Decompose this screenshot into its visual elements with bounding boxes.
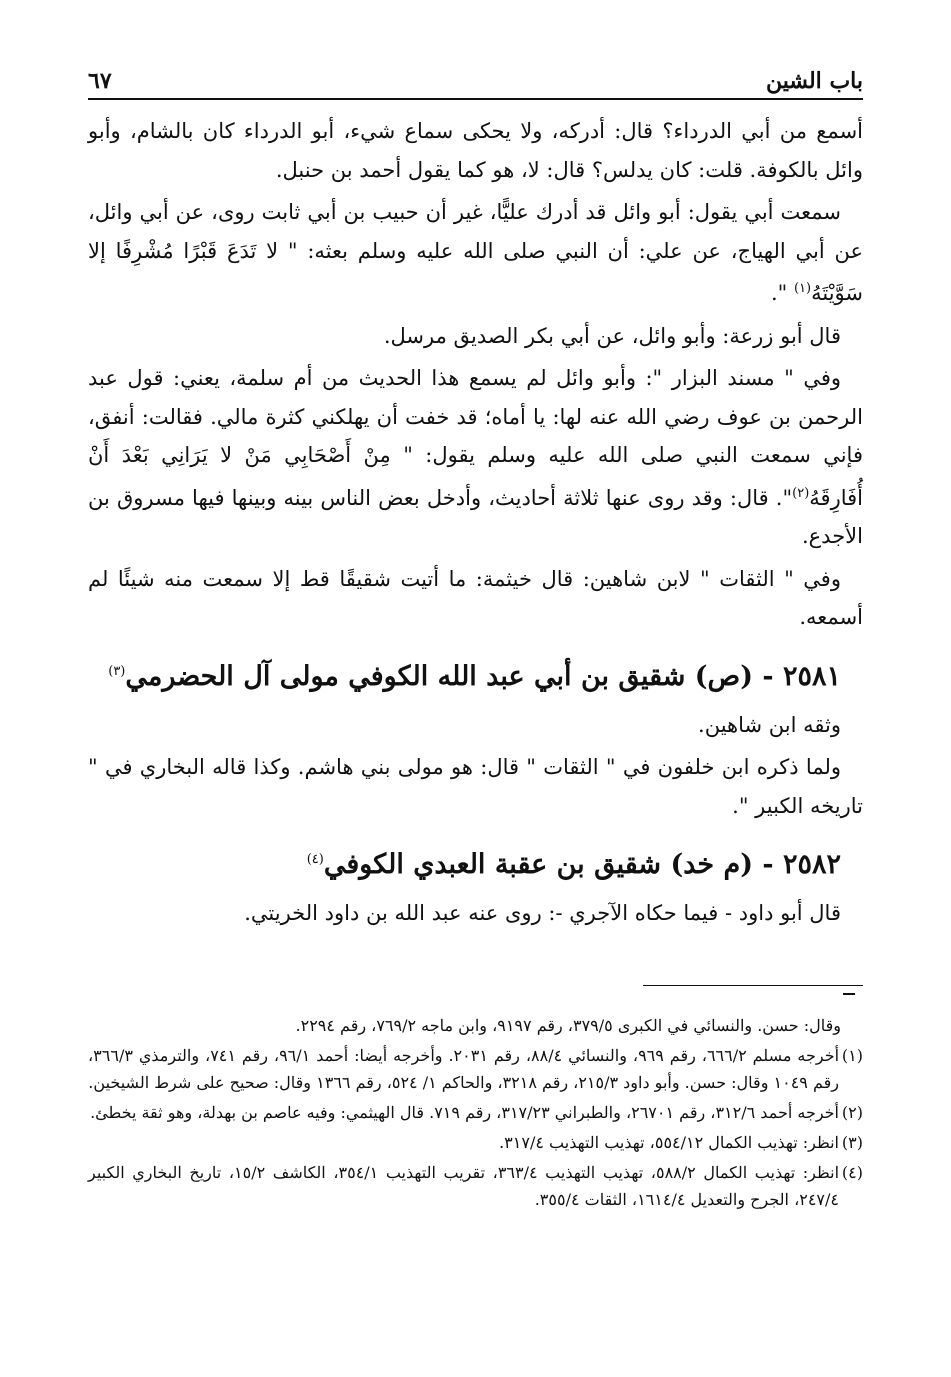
footnote-4-number: (٤) <box>841 1163 863 1182</box>
footnote-3 <box>88 1129 863 1156</box>
entry-2582-line-1: قال أبو داود - فيما حكاه الآجري -: روى عنه عبد الله بن داود الخريتي. <box>244 901 841 925</box>
page-header <box>88 58 863 94</box>
footnote-1 <box>88 1042 863 1096</box>
paragraph-1: أسمع من أبي الدرداء؟ قال: أدركه، ولا يحكى سماع شيء، أبو الدرداء كان بالشام، وأبو وائل بالكوفة. قلت: كان يدلس؟ قال: لا، هو كما يقول أحمد بن حنبل. <box>88 119 863 182</box>
entry-2581-title-text: ٢٥٨١ - (ص) شقيق بن أبي عبد الله الكوفي مولى آل الحضرمي <box>125 660 841 692</box>
paragraph-2-tail: ". <box>770 281 794 305</box>
paragraph-3: قال أبو زرعة: وأبو وائل، عن أبي بكر الصديق مرسل. <box>383 323 841 348</box>
footnote-ref-1[interactable]: (١) <box>793 281 812 296</box>
page-number: ٦٧ <box>88 68 112 94</box>
footnote-ref-3[interactable]: (٣) <box>108 663 126 679</box>
paragraph-4 <box>88 359 863 556</box>
entry-2582-title <box>88 839 863 886</box>
running-head: باب الشين <box>765 68 863 94</box>
footnote-2-text: أخرجه أحمد ٣١٢/٦، رقم ٢٦٧٠١، والطبراني ٣١٧/٢٣، رقم ٧١٩. قال الهيثمي: وفيه عاصم بن بهدلة، وهو ثقة يخطئ. <box>90 1103 839 1122</box>
footnote-continuation-mark <box>843 993 855 995</box>
footnote-4-text: انظر: تهذيب الكمال ٥٨٨/٢، تهذيب التهذيب ٣٦٣/٤، تقريب التهذيب ٣٥٤/١، الكاشف ١٥/٢، تاريخ البخاري الكبير ٢٤٧/٤، الجرح والتعديل ١٦١٤/٤، الثقات ٣٥٥/٤. <box>88 1163 840 1209</box>
main-text <box>88 112 863 933</box>
header-rule <box>88 98 863 100</box>
footnote-ref-2[interactable]: (٢) <box>792 485 810 501</box>
footnote-separator <box>643 985 863 986</box>
footnote-1-text: أخرجه مسلم ٦٦٦/٢، رقم ٩٦٩، والنسائي ٨٨/٤، رقم ٢٠٣١. وأخرجه أيضا: أحمد ٩٦/١، رقم ٧٤١، والترمذي ٣٦٦/٣، رقم ١٠٤٩ وقال: حسن. وأبو داود ٢١٥/٣، رقم ٣٢١٨، والحاكم ١/ ٥٢٤، رقم ١٣٦٦ وقال: صحيح على شرط الشيخين. <box>88 1046 840 1092</box>
entry-2582-title-text: ٢٥٨٢ - (م خد) شقيق بن عقبة العبدي الكوفي <box>323 849 841 880</box>
footnote-2 <box>88 1099 863 1126</box>
footnote-4 <box>88 1159 863 1213</box>
footnote-ref-4[interactable]: (٤) <box>306 852 324 867</box>
paragraph-2 <box>88 193 863 313</box>
footnote-continuation: وقال: حسن. والنسائي في الكبرى ٣٧٩/٥، رقم ٩١٩٧، وابن ماجه ٧٦٩/٢، رقم ٢٢٩٤. <box>295 1016 841 1035</box>
paragraph-4-text: وفي " مسند البزار ": وأبو وائل لم يسمع هذا الحديث من أم سلمة، يعني: قول عبد الرحمن بن عوف رضي الله عنه لها: يا أماه؛ قد خفت أن يهلكني كثرة مالي. فقالت: أنفق، فإني سمعت النبي صلى الله عليه وسلم يقول: " مِنْ أَصْحَابِي مَنْ لا يَرَانِي بَعْدَ أَنْ أُفَارِقَهُ <box>88 366 863 510</box>
footnote-1-number: (١) <box>841 1046 863 1065</box>
entry-2581-title <box>88 651 863 698</box>
footnote-2-number: (٢) <box>841 1103 863 1122</box>
entry-2581-line-2: ولما ذكره ابن خلفون في " الثقات " قال: هو مولى بني هاشم. وكذا قاله البخاري في " تاريخه الكبير ". <box>88 755 863 818</box>
paragraph-2-text: سمعت أبي يقول: أبو وائل قد أدرك عليًّا، غير أن حبيب بن أبي ثابت روى، عن أبي وائل، عن أبي الهياج، عن علي: أن النبي صلى الله عليه وسلم بعثه: " لا تَدَعَ قَبْرًا مُشْرِفًا إلا سَوَّيْتَهُ <box>88 200 863 305</box>
footnotes <box>88 1012 863 1216</box>
footnote-3-text: انظر: تهذيب الكمال ٥٥٤/١٢، تهذيب التهذيب ٣١٧/٤. <box>499 1133 839 1152</box>
paragraph-5: وفي " الثقات " لابن شاهين: قال خيثمة: ما أتيت شقيقًا قط إلا سمعت منه شيئًا لم أسمعه. <box>88 566 863 629</box>
footnote-3-number: (٣) <box>841 1133 863 1152</box>
entry-2581-line-1: وثقه ابن شاهين. <box>698 712 841 737</box>
paragraph-4-tail: ". قال: وقد روى عنها ثلاثة أحاديث، وأدخل بعض الناس بينه وبينها فيها مسروق بن الأجدع. <box>88 485 863 548</box>
